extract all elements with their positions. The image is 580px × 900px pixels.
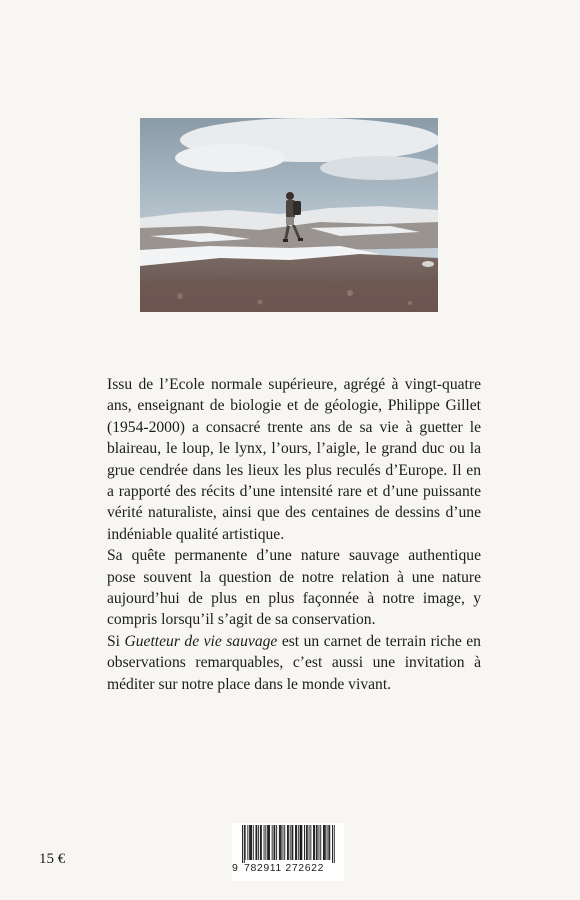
isbn-barcode — [232, 823, 344, 881]
description-paragraph-1: Issu de l’Ecole normale supérieure, agrégé à vingt-quatre ans, enseignant de biologie et de géologie, Philippe Gillet (1954-2000) a consacré trente ans de sa vie à guetter le blaireau, le loup, le lynx, l’ours, l’aigle, le grand duc ou la grue cendrée dans les lieux les plus reculés d’Europe. Il en a rapporté des récits d’une intensité rare et d’une puissante vérité naturaliste, ainsi que des centaines de dessins d’une indéniable qualité artistique. — [107, 376, 481, 543]
paragraph-3-prefix: Si — [107, 632, 125, 650]
barcode-bars — [232, 823, 344, 863]
book-title-italic: Guetteur de vie sauvage — [124, 632, 278, 650]
book-description — [107, 374, 481, 695]
isbn-first-digit: 9 — [232, 862, 239, 874]
price-label: 15 € — [39, 851, 66, 867]
paragraph-3-suffix: est un carnet de terrain riche en observations remarquables, c’est aussi une invitation à méditer sur notre place dans le monde vivant. — [107, 632, 481, 693]
description-paragraph-2: Sa quête permanente d’une nature sauvage authentique pose souvent la question de notre relation à une nature aujourd’hui de plus en plus façonnée à notre image, y compris lorsqu’il s’agit de sa conservation. — [107, 547, 481, 629]
hiker-on-tundra-photo — [140, 118, 438, 312]
description-paragraph-3 — [107, 631, 481, 695]
isbn-rest-digits: 782911 272622 — [244, 862, 325, 874]
